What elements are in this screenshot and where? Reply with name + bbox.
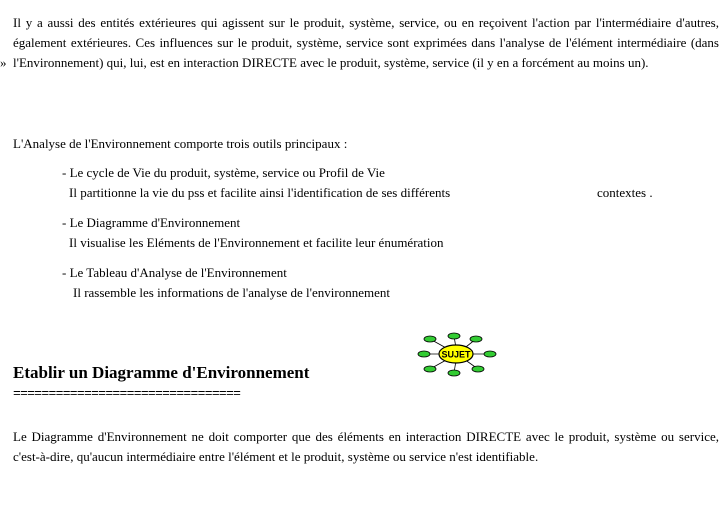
- bullet-marker: »: [0, 55, 7, 70]
- section-heading: Etablir un Diagramme d'Environnement: [13, 363, 310, 382]
- satellite-node: [418, 351, 430, 357]
- tool-1-title: - Le cycle de Vie du produit, système, service ou Profil de Vie: [62, 165, 385, 180]
- tool-3-desc: Il rassemble les informations de l'analyse de l'environnement: [73, 285, 390, 300]
- satellite-node: [470, 336, 482, 342]
- satellite-node: [448, 370, 460, 376]
- tool-1-desc: Il partitionne la vie du pss et facilite ainsi l'identification de ses différents: [69, 185, 451, 200]
- tool-2-desc: Il visualise les Eléments de l'Environnement et facilite leur énumération: [69, 235, 444, 250]
- satellite-node: [424, 366, 436, 372]
- tool-3-title: - Le Tableau d'Analyse de l'Environnement: [62, 265, 287, 280]
- heading-underline: ================================: [13, 386, 241, 401]
- intro-paragraph: Il y a aussi des entités extérieures qui agissent sur le produit, système, service, ou en reçoivent l'action par l'intermédiaire d'autres, également extérieures. Ces influences sur le produit, système, service sont exprimées dans l'analyse de l'élément intermédiaire (dans l'Environnement) qui, lui, est en interaction DIRECTE avec le produit, système, service (il y en a forcément au moins un).: [13, 15, 719, 70]
- sujet-diagram-icon: [416, 331, 498, 377]
- closing-paragraph: Le Diagramme d'Environnement ne doit comporter que des éléments en interaction DIRECTE avec le produit, système ou service, c'est-à-dire, qu'aucun intermédiaire entre l'élément et le produit, système ou service n'est identifiable.: [13, 429, 719, 464]
- tool-1-desc-tail: contextes .: [597, 185, 653, 200]
- tool-2-title: - Le Diagramme d'Environnement: [62, 215, 241, 230]
- logo-label: SUJET: [441, 349, 471, 360]
- satellite-node: [472, 366, 484, 372]
- tools-intro: L'Analyse de l'Environnement comporte trois outils principaux :: [13, 136, 348, 151]
- satellite-node: [484, 351, 496, 357]
- satellite-node: [448, 333, 460, 339]
- satellite-node: [424, 336, 436, 342]
